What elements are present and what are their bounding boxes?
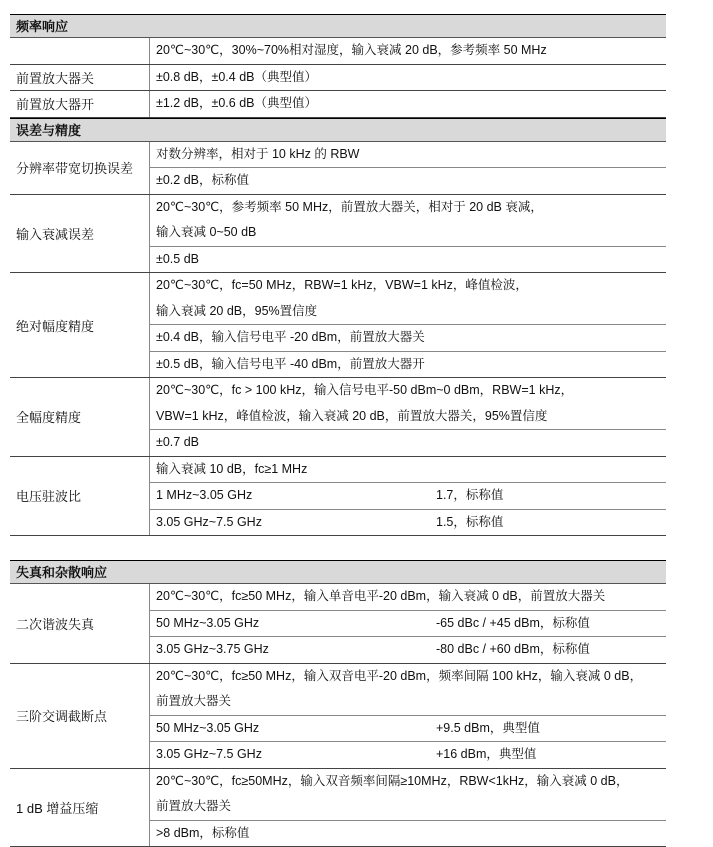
- spec-result-cell: -65 dBc / +45 dBm，标称值: [436, 611, 666, 637]
- spec-values: [150, 273, 666, 377]
- section-header: 误差与精度: [10, 118, 666, 142]
- spec-range-cell: 3.05 GHz~7.5 GHz: [156, 510, 436, 536]
- spec-range-cell: 3.05 GHz~7.5 GHz: [156, 742, 436, 768]
- spec-label: 电压驻波比: [10, 457, 150, 536]
- spec-values: [150, 142, 666, 194]
- spec-result-cell: +16 dBm，典型值: [436, 742, 666, 768]
- spec-value-line: 20℃~30℃，fc=50 MHz，RBW=1 kHz，VBW=1 kHz，峰值检波，: [150, 273, 666, 299]
- spec-value-line: VBW=1 kHz，峰值检波，输入衰减 20 dB，前置放大器关，95%置信度: [150, 404, 666, 431]
- spec-result-cell: -80 dBc / +60 dBm，标称值: [436, 637, 666, 663]
- spec-table: [10, 14, 666, 847]
- section-header: 频率响应: [10, 14, 666, 38]
- spec-label: 二次谐波失真: [10, 584, 150, 663]
- spec-value-row: [150, 510, 666, 536]
- spec-group: [10, 457, 666, 537]
- spec-result-cell: 1.5，标称值: [436, 510, 666, 536]
- spec-value-line: ±0.8 dB，±0.4 dB（典型值）: [150, 65, 666, 91]
- spec-value-row: [150, 483, 666, 510]
- spec-values: [150, 195, 666, 273]
- spec-value-line: 20℃~30℃，参考频率 50 MHz，前置放大器关，相对于 20 dB 衰减，: [150, 195, 666, 221]
- spec-value-line: 20℃~30℃，fc≥50MHz，输入双音频率间隔≥10MHz，RBW<1kHz，输入衰减 0 dB，: [150, 769, 666, 795]
- spec-group: [10, 142, 666, 195]
- spec-values: [150, 664, 666, 768]
- spec-group: [10, 378, 666, 457]
- spec-values: [150, 378, 666, 456]
- section-header: 失真和杂散响应: [10, 560, 666, 584]
- spec-value-line: ±0.5 dB: [150, 247, 666, 273]
- spec-value-line: 20℃~30℃，30%~70%相对湿度，输入衰减 20 dB，参考频率 50 MHz: [150, 38, 666, 64]
- spec-range-cell: 50 MHz~3.05 GHz: [156, 611, 436, 637]
- spec-value-line: ±0.2 dB，标称值: [150, 168, 666, 194]
- spec-label: 三阶交调截断点: [10, 664, 150, 768]
- spec-value-line: 输入衰减 10 dB，fc≥1 MHz: [150, 457, 666, 484]
- spec-value-line: 对数分辨率，相对于 10 kHz 的 RBW: [150, 142, 666, 169]
- spec-values: [150, 457, 666, 536]
- spec-group: [10, 38, 666, 65]
- spec-value-line: 20℃~30℃，fc > 100 kHz，输入信号电平-50 dBm~0 dBm，RBW=1 kHz，: [150, 378, 666, 404]
- spec-value-line: 前置放大器关: [150, 689, 666, 716]
- spec-values: [150, 584, 666, 663]
- spec-value-row: [150, 742, 666, 768]
- spec-label: 绝对幅度精度: [10, 273, 150, 377]
- section-spacer: [10, 536, 666, 560]
- spec-range-cell: 1 MHz~3.05 GHz: [156, 483, 436, 509]
- spec-group: [10, 664, 666, 769]
- spec-group: [10, 584, 666, 664]
- spec-values: [150, 38, 666, 64]
- spec-result-cell: 1.7，标称值: [436, 483, 666, 509]
- spec-value-line: ±1.2 dB，±0.6 dB（典型值）: [150, 91, 666, 117]
- spec-value-line: 输入衰减 0~50 dB: [150, 220, 666, 247]
- spec-value-line: >8 dBm，标称值: [150, 821, 666, 847]
- spec-group: [10, 195, 666, 274]
- spec-value-line: 20℃~30℃，fc≥50 MHz，输入单音电平-20 dBm，输入衰减 0 dB，前置放大器关: [150, 584, 666, 611]
- spec-values: [150, 91, 666, 117]
- spec-group: [10, 273, 666, 378]
- spec-value-line: ±0.5 dB，输入信号电平 -40 dBm，前置放大器开: [150, 352, 666, 378]
- spec-group: [10, 769, 666, 847]
- spec-value-row: [150, 637, 666, 663]
- spec-range-cell: 3.05 GHz~3.75 GHz: [156, 637, 436, 663]
- spec-label: 全幅度精度: [10, 378, 150, 456]
- spec-label: 输入衰减误差: [10, 195, 150, 273]
- spec-values: [150, 65, 666, 91]
- spec-label: 前置放大器关: [10, 65, 150, 91]
- spec-value-line: ±0.7 dB: [150, 430, 666, 456]
- spec-value-line: 20℃~30℃，fc≥50 MHz，输入双音电平-20 dBm，频率间隔 100 kHz，输入衰减 0 dB，: [150, 664, 666, 690]
- spec-label: 前置放大器开: [10, 91, 150, 117]
- spec-value-line: 前置放大器关: [150, 794, 666, 821]
- spec-value-line: ±0.4 dB，输入信号电平 -20 dBm，前置放大器关: [150, 325, 666, 352]
- spec-value-line: 输入衰减 20 dB，95%置信度: [150, 299, 666, 326]
- spec-range-cell: 50 MHz~3.05 GHz: [156, 716, 436, 742]
- spec-result-cell: +9.5 dBm，典型值: [436, 716, 666, 742]
- spec-group: [10, 65, 666, 92]
- spec-label: [10, 38, 150, 64]
- spec-label: 分辨率带宽切换误差: [10, 142, 150, 194]
- spec-values: [150, 769, 666, 847]
- spec-group: [10, 91, 666, 118]
- spec-value-row: [150, 716, 666, 743]
- spec-value-row: [150, 611, 666, 638]
- spec-label: 1 dB 增益压缩: [10, 769, 150, 847]
